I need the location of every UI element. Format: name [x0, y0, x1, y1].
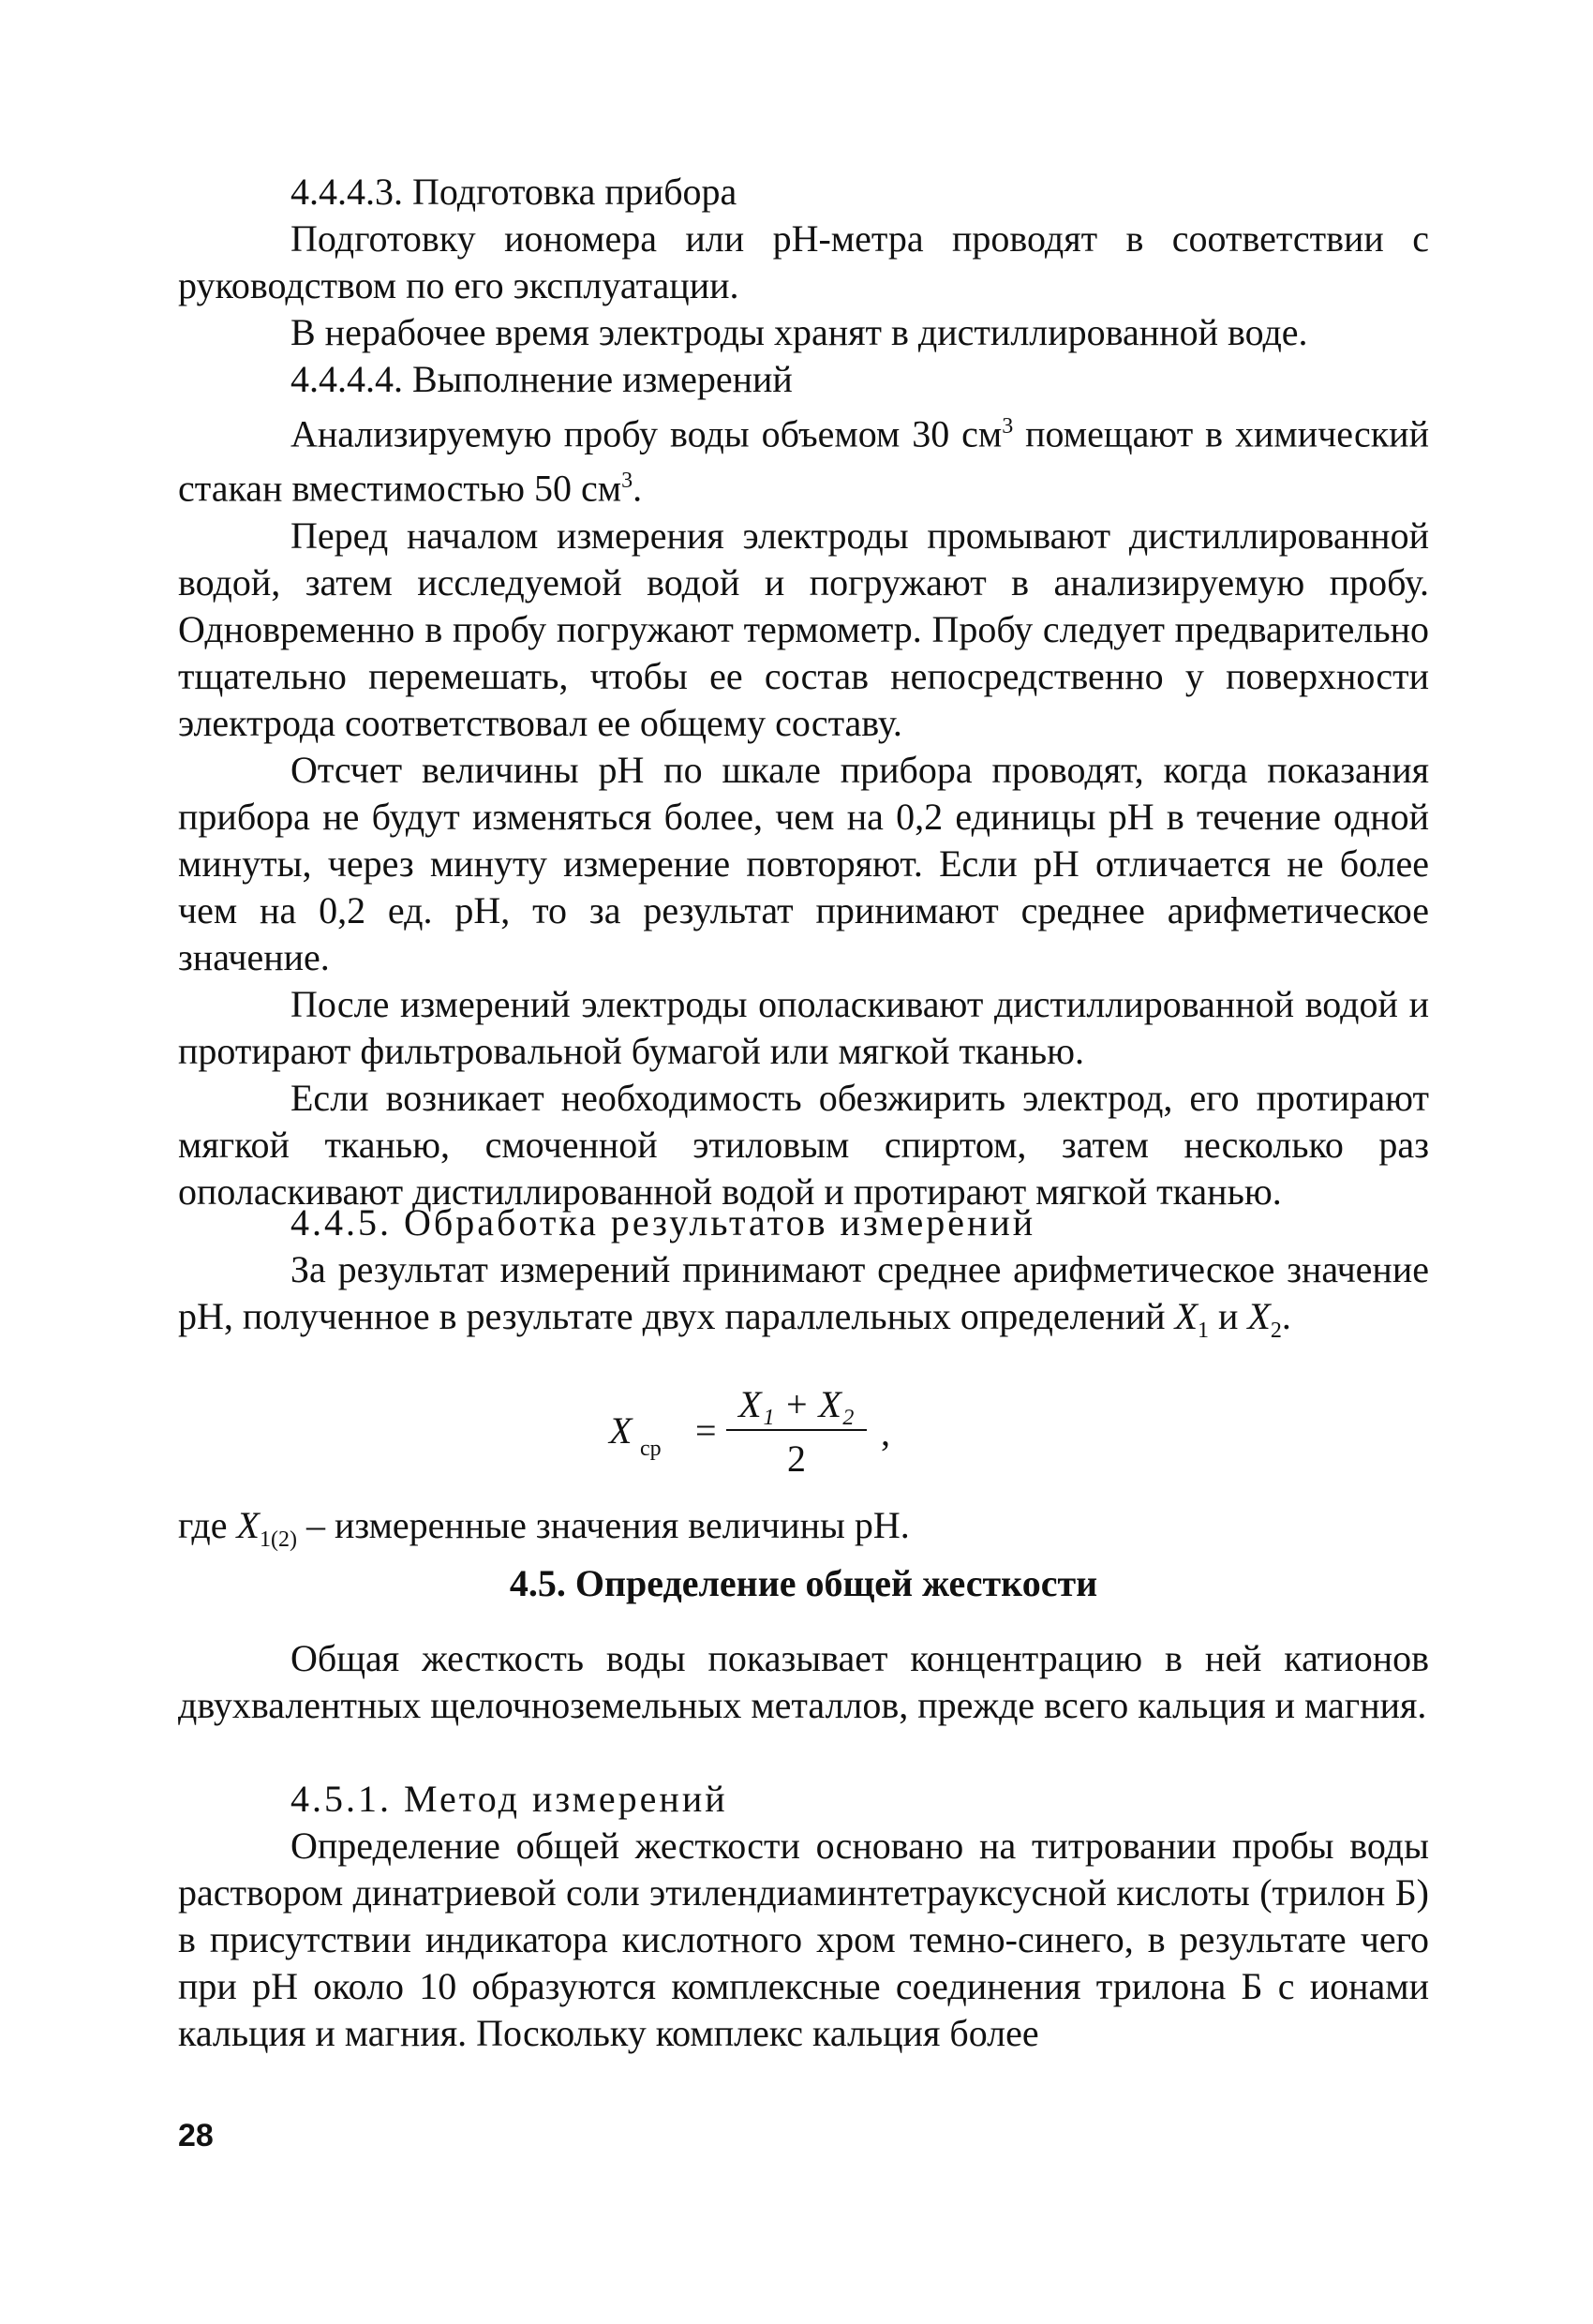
heading-4444: 4.4.4.4. Выполнение измерений — [290, 358, 793, 400]
where-text: – измеренные значения величины рН. — [296, 1504, 910, 1546]
where-variable: X — [236, 1504, 260, 1546]
formula-denominator: 2 — [787, 1438, 806, 1480]
subscript-2: 2 — [1270, 1318, 1282, 1343]
sentence-end: . — [1281, 1295, 1291, 1337]
paragraph-4444-1 — [178, 403, 1429, 513]
paragraph-4443-2: В нерабочее время электроды хранят в дистиллированной воде. — [290, 311, 1308, 353]
paragraph-4444-1-part-c: . — [633, 467, 643, 510]
formula-equals-sign: = — [695, 1409, 717, 1452]
page-number: 28 — [178, 2118, 214, 2153]
paragraph-4444-1-part-a: Анализируемую пробу воды объемом 30 см — [290, 412, 1003, 455]
formula-legend — [178, 1502, 1429, 1563]
formula-comma: , — [881, 1411, 890, 1453]
section-4443 — [178, 169, 1429, 356]
superscript-cubic-2: 3 — [621, 469, 633, 494]
formula-lhs-subscript: ср — [640, 1437, 662, 1461]
heading-45: 4.5. Определение общей жесткости — [509, 1562, 1098, 1604]
paragraph-4444-5: Если возникает необходимость обезжирить электрод, его протирают мягкой тканью, смоченной этиловым спиртом, затем несколько раз ополаскивают дистиллированной водой и протирают мягкой тканью. — [178, 1076, 1429, 1213]
variable-x1: X — [1174, 1295, 1198, 1337]
heading-4443: 4.4.4.3. Подготовка прибора — [290, 171, 737, 213]
heading-451: 4.5.1. Метод измерений — [290, 1778, 728, 1820]
variable-x2: X — [1247, 1295, 1271, 1337]
mean-formula — [609, 1382, 946, 1485]
paragraph-445-1-text: За результат измерений принимают среднее арифметическое значение рН, полученное в результате двух параллельных определений — [178, 1248, 1429, 1337]
superscript-cubic-1: 3 — [1002, 414, 1014, 439]
paragraph-4444-4: После измерений электроды ополаскивают дистиллированной водой и протирают фильтровальной бумагой или мягкой тканью. — [178, 982, 1429, 1072]
paragraph-445-1 — [178, 1246, 1429, 1354]
section-445 — [178, 1199, 1429, 1354]
where-subscript: 1(2) — [259, 1527, 297, 1552]
paragraph-4444-3: Отсчет величины рН по шкале прибора проводят, когда показания прибора не будут изменяться более, чем на 0,2 единицы рН в течение одной минуты, через минуту измерение повторяют. Если рН отличается не более чем на 0,2 ед. рН, то за результат принимают среднее арифметическое значение. — [178, 748, 1429, 978]
paragraph-4444-1-part-b: помещают в химический стакан вместимостью 50 см — [178, 412, 1429, 510]
paragraph-4444-2: Перед началом измерения электроды промывают дистиллированной водой, затем исследуемой водой и погружают в анализируемую пробу. Одновременно в пробу погружают термометр. Пробу следует предварительно тщательно перемешать, чтобы ее состав непосредственно у поверхности электрода соответствовал ее общему составу. — [178, 514, 1429, 744]
formula-numerator: X₁ + X₂ — [738, 1383, 855, 1425]
section-45 — [178, 1635, 1429, 1729]
heading-445: 4.4.5. Обработка результатов измерений — [290, 1201, 1036, 1244]
section-4444 — [178, 356, 1429, 1215]
subscript-1: 1 — [1198, 1318, 1209, 1343]
conjunction-and: и — [1218, 1295, 1239, 1337]
paragraph-451-1: Определение общей жесткости основано на титровании пробы воды раствором динатриевой соли этилендиаминтетрауксусной кислоты (трилон Б) в присутствии индикатора кислотного хром темно-синего, в результате чего при рН около 10 образуются комплексные соединения трилона Б с ионами кальция и магния. Поскольку комплекс кальция более — [178, 1825, 1429, 2054]
where-prefix: где — [178, 1504, 228, 1546]
section-451 — [178, 1776, 1429, 2057]
formula-lhs-variable: X — [609, 1409, 633, 1452]
paragraph-4443-1: Подготовку иономера или рН-метра проводят в соответствии с руководством по его эксплуатации. — [178, 217, 1429, 306]
formula-fraction-bar — [726, 1429, 867, 1431]
paragraph-45-1: Общая жесткость воды показывает концентрацию в ней катионов двухвалентных щелочноземельных металлов, прежде всего кальция и магния. — [178, 1637, 1429, 1726]
